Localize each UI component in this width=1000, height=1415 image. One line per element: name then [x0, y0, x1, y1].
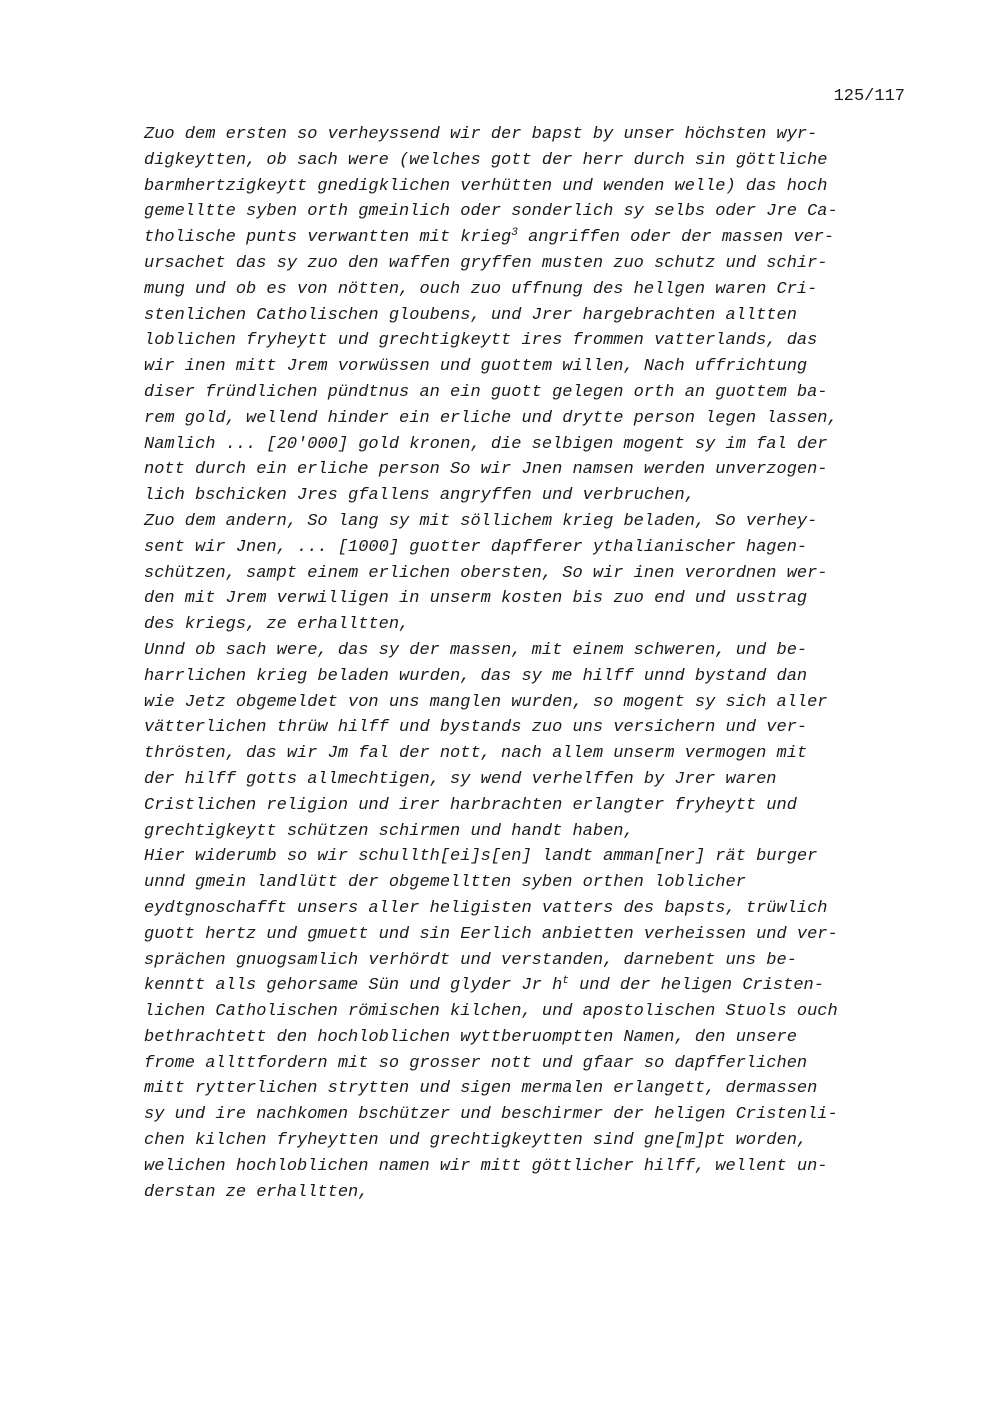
text-line-content: bethrachtett den hochloblichen wyttberuomptten Namen, den unsere — [144, 1027, 797, 1047]
text-line-content: des kriegs, ze erhalltten, — [144, 615, 410, 635]
text-line-content: eydtgnoschafft unsers aller heligisten vatters des bapsts, trüwlich — [144, 898, 828, 918]
text-line-content: Namlich ... [20'000] gold kronen, die selbigen mogent sy im fal der — [144, 434, 828, 454]
text-line-continuation: und der heligen Cristen- — [568, 976, 824, 996]
text-line — [144, 1154, 924, 1180]
text-line-content: Hier widerumb so wir schullth[ei]s[en] landt amman[ner] rät burger — [144, 847, 818, 867]
text-line — [144, 122, 924, 148]
text-line — [144, 664, 924, 690]
text-line-content: tholische punts verwantten mit krieg — [144, 228, 512, 248]
text-line-content: wir inen mitt Jrem vorwüssen und guottem willen, Nach uffrichtung — [144, 357, 808, 377]
text-line-content: unnd gmein landlütt der obgemelltten syben orthen loblicher — [144, 873, 746, 893]
text-line — [144, 1180, 924, 1206]
text-line — [144, 1102, 924, 1128]
text-line-content: lichen Catholischen römischen kilchen, und apostolischen Stuols ouch — [144, 1002, 838, 1022]
text-line — [144, 225, 924, 251]
text-line-content: welichen hochloblichen namen wir mitt göttlicher hilff, wellent un- — [144, 1156, 828, 1176]
text-line — [144, 1051, 924, 1077]
text-line-content: barmhertzigkeytt gnedigklichen verhütten und wenden welle) das hoch — [144, 176, 828, 196]
text-line — [144, 999, 924, 1025]
text-line-content: Zuo dem andern, So lang sy mit söllichem krieg beladen, So verhey- — [144, 511, 818, 531]
text-line — [144, 535, 924, 561]
text-line — [144, 457, 924, 483]
text-line-content: nott durch ein erliche person So wir Jnen namsen werden unverzogen- — [144, 460, 828, 480]
text-line — [144, 328, 924, 354]
text-line-content: sprächen gnuogsamlich verhördt und verstanden, darnebent uns be- — [144, 950, 797, 970]
text-line-content: digkeytten, ob sach were (welches gott der herr durch sin göttliche — [144, 150, 828, 170]
text-line — [144, 690, 924, 716]
text-line — [144, 896, 924, 922]
text-line — [144, 948, 924, 974]
text-line — [144, 922, 924, 948]
text-line — [144, 432, 924, 458]
text-line — [144, 380, 924, 406]
text-line — [144, 741, 924, 767]
footnote-marker: 3 — [511, 227, 518, 240]
text-line-content: schützen, sampt einem erlichen obersten, So wir inen verordnen wer- — [144, 563, 828, 583]
text-line — [144, 174, 924, 200]
text-line — [144, 1025, 924, 1051]
text-line-content: kenntt alls gehorsame Sün und glyder Jr h — [144, 976, 563, 996]
text-line — [144, 870, 924, 896]
text-line-content: mitt rytterlichen strytten und sigen mermalen erlangett, dermassen — [144, 1079, 818, 1099]
text-line-content: stenlichen Catholischen gloubens, und Jrer hargebrachten alltten — [144, 305, 797, 325]
text-line — [144, 715, 924, 741]
text-line-content: chen kilchen fryheytten und grechtigkeytten sind gne[m]pt worden, — [144, 1131, 808, 1151]
text-line — [144, 767, 924, 793]
text-line-content: sy und ire nachkomen bschützer und beschirmer der heligen Cristenli- — [144, 1105, 838, 1125]
text-line-content: derstan ze erhalltten, — [144, 1182, 369, 1202]
text-line — [144, 406, 924, 432]
text-line — [144, 354, 924, 380]
text-line — [144, 509, 924, 535]
text-line-content: lich bschicken Jres gfallens angryffen und verbruchen, — [144, 486, 695, 506]
document-body-text — [144, 122, 924, 1205]
text-line — [144, 844, 924, 870]
text-line-content: grechtigkeytt schützen schirmen und handt haben, — [144, 821, 634, 841]
text-line-content: vätterlichen thrüw hilff und bystands zuo uns versichern und ver- — [144, 718, 808, 738]
text-line-content: Cristlichen religion und irer harbrachten erlangter fryheytt und — [144, 795, 797, 815]
text-line-content: den mit Jrem verwilligen in unserm kosten bis zuo end und usstrag — [144, 589, 808, 609]
text-line-content: harrlichen krieg beladen wurden, das sy me hilff unnd bystand dan — [144, 666, 808, 686]
text-line — [144, 638, 924, 664]
text-line-content: ursachet das sy zuo den waffen gryffen musten zuo schutz und schir- — [144, 253, 828, 273]
text-line-content: rem gold, wellend hinder ein erliche und drytte person legen lassen, — [144, 408, 838, 428]
text-line-content: Zuo dem ersten so verheyssend wir der bapst by unser höchsten wyr- — [144, 125, 818, 144]
text-line — [144, 561, 924, 587]
text-line — [144, 1128, 924, 1154]
footnote-marker: t — [562, 975, 569, 988]
text-line — [144, 973, 924, 999]
text-line — [144, 1076, 924, 1102]
text-line-content: diser fründlichen pündtnus an ein guott gelegen orth an guottem ba- — [144, 382, 828, 402]
text-line — [144, 819, 924, 845]
text-line-continuation: angriffen oder der massen ver- — [517, 228, 835, 248]
text-line-content: frome allttfordern mit so grosser nott und gfaar so dapfferlichen — [144, 1053, 808, 1073]
text-line — [144, 251, 924, 277]
text-line — [144, 277, 924, 303]
text-line-content: der hilff gotts allmechtigen, sy wend verhelffen by Jrer waren — [144, 769, 777, 789]
text-line — [144, 483, 924, 509]
page-number: 125/117 — [833, 87, 905, 106]
text-line — [144, 199, 924, 225]
text-line — [144, 612, 924, 638]
text-line-content: thrösten, das wir Jm fal der nott, nach allem unserm vermogen mit — [144, 744, 808, 764]
text-line-content: Unnd ob sach were, das sy der massen, mit einem schweren, und be- — [144, 640, 808, 660]
text-line — [144, 303, 924, 329]
text-line — [144, 148, 924, 174]
text-line-content: gemelltte syben orth gmeinlich oder sonderlich sy selbs oder Jre Ca- — [144, 202, 838, 222]
text-line — [144, 793, 924, 819]
text-line-content: loblichen fryheytt und grechtigkeytt ires frommen vatterlands, das — [144, 331, 818, 351]
text-line-content: wie Jetz obgemeldet von uns manglen wurden, so mogent sy sich aller — [144, 692, 828, 712]
text-line — [144, 586, 924, 612]
text-line-content: mung und ob es von nötten, ouch zuo uffnung des hellgen waren Cri- — [144, 279, 818, 299]
text-line-content: sent wir Jnen, ... [1000] guotter dapfferer ythalianischer hagen- — [144, 537, 808, 557]
text-line-content: guott hertz und gmuett und sin Eerlich anbietten verheissen und ver- — [144, 924, 838, 944]
